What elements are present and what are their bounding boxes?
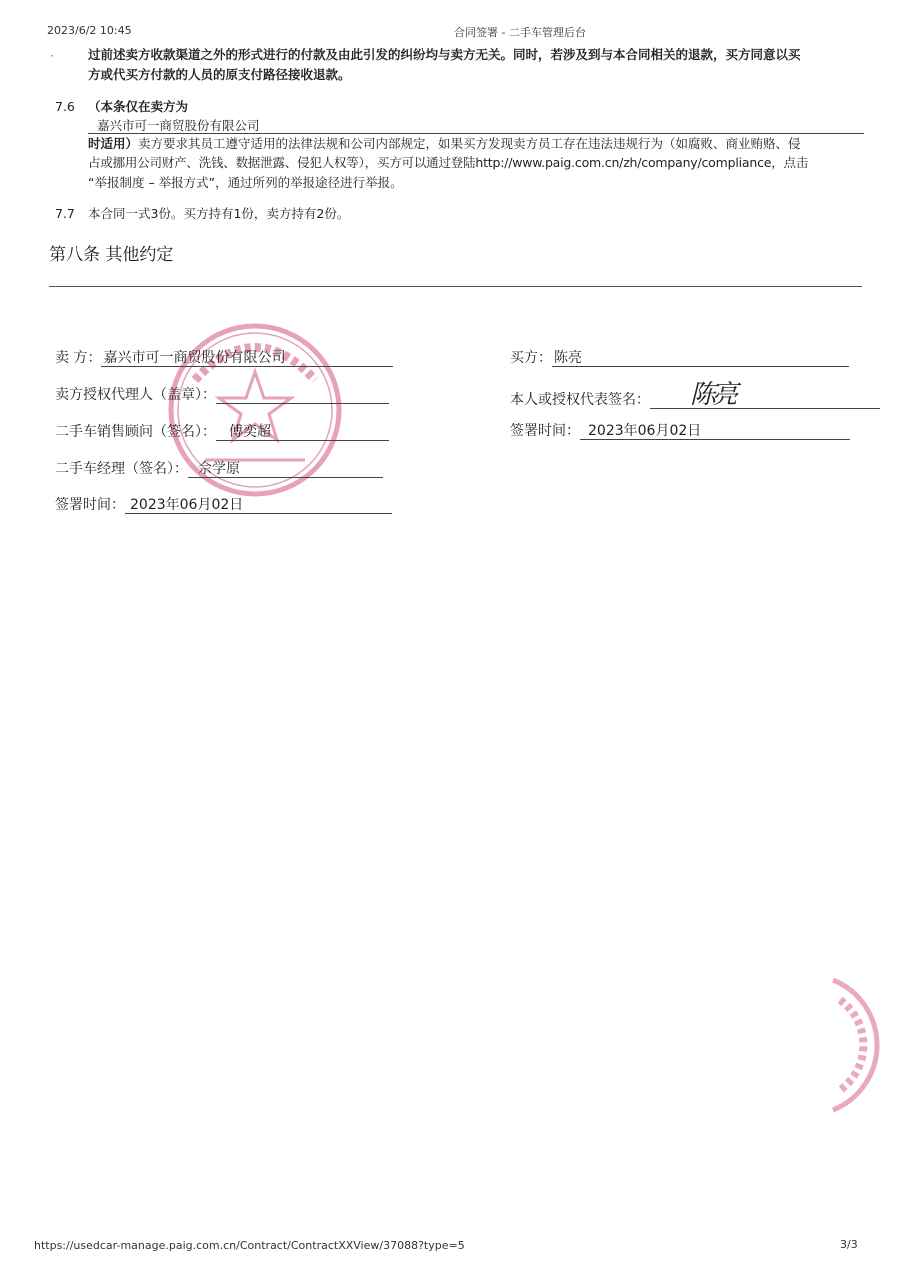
sales-consultant-row: [55, 421, 389, 441]
bullet-mark: ·: [50, 48, 54, 63]
seller-agent-label: 卖方授权代理人（盖章）：: [55, 387, 216, 403]
edge-seal-fragment: [828, 975, 898, 1115]
seller-label: 卖 方：: [55, 350, 102, 366]
manager-row: [55, 458, 383, 478]
buyer-sign-label: 本人或授权代表签名：: [510, 392, 650, 408]
seller-agent-value: [216, 384, 389, 404]
clause-7-6-heading: （本条仅在卖方为: [88, 99, 189, 114]
manager-label: 二手车经理（签名）：: [55, 461, 188, 477]
seller-agent-row: [55, 384, 389, 404]
buyer-value: 陈亮: [552, 347, 849, 367]
buyer-date-value: 2023年06月02日: [580, 420, 850, 440]
seller-date-row: [55, 494, 392, 514]
manager-value: 佘学原: [188, 458, 383, 478]
clause-7-6-seller-fill: 嘉兴市可一商贸股份有限公司: [97, 118, 260, 133]
buyer-sign-row: [510, 380, 880, 410]
clause-continuation-line-2: 方或代买方付款的人员的原支付路径接收退款。: [88, 67, 351, 82]
buyer-row: [510, 347, 849, 367]
buyer-date-row: [510, 420, 850, 440]
seller-date-label: 签署时间：: [55, 497, 125, 513]
clause-7-6-line-3: “举报制度 – 举报方式”，通过所列的举报途径进行举报。: [88, 175, 403, 190]
seller-value: 嘉兴市可一商贸股份有限公司: [101, 347, 393, 367]
sales-consultant-label: 二手车销售顾问（签名）：: [55, 424, 216, 440]
article-8-divider: [49, 286, 862, 287]
clause-7-6-text-1: 卖方要求其员工遵守适用的法律法规和公司内部规定，如果买方发现卖方员工存在违法违规行为（如腐败、商业贿赂、侵: [138, 136, 801, 151]
page-title: 合同签署 - 二手车管理后台: [454, 26, 586, 39]
seller-date-value: 2023年06月02日: [125, 494, 392, 514]
clause-continuation-line-1: 过前述卖方收款渠道之外的形式进行的付款及由此引发的纠纷均与卖方无关。同时，若涉及到与本合同相关的退款，买方同意以买: [88, 47, 801, 62]
buyer-label: 买方：: [510, 350, 552, 366]
buyer-signature: 陈亮: [650, 384, 880, 409]
clause-7-6-line-2: 占或挪用公司财产、洗钱、数据泄露、侵犯人权等），买方可以通过登陆http://www.paig.com.cn/zh/company/compliance，点击: [88, 155, 809, 170]
buyer-date-label: 签署时间：: [510, 423, 580, 439]
clause-7-7-number: 7.7: [55, 206, 75, 221]
footer-url: https://usedcar-manage.paig.com.cn/Contract/ContractXXView/37088?type=5: [34, 1239, 465, 1252]
seller-row: [55, 347, 393, 367]
article-8-title: 第八条 其他约定: [49, 245, 174, 265]
clause-7-6-condition: 时适用）: [88, 136, 139, 151]
clause-7-6-number: 7.6: [55, 99, 75, 114]
page-number: 3/3: [840, 1238, 858, 1251]
clause-7-7-text: 本合同一式3份。买方持有1份，卖方持有2份。: [88, 206, 350, 221]
print-datetime: 2023/6/2 10:45: [47, 24, 132, 37]
clause-7-6-line-1: [88, 134, 878, 153]
sales-consultant-value: 傅奕超: [216, 421, 389, 441]
